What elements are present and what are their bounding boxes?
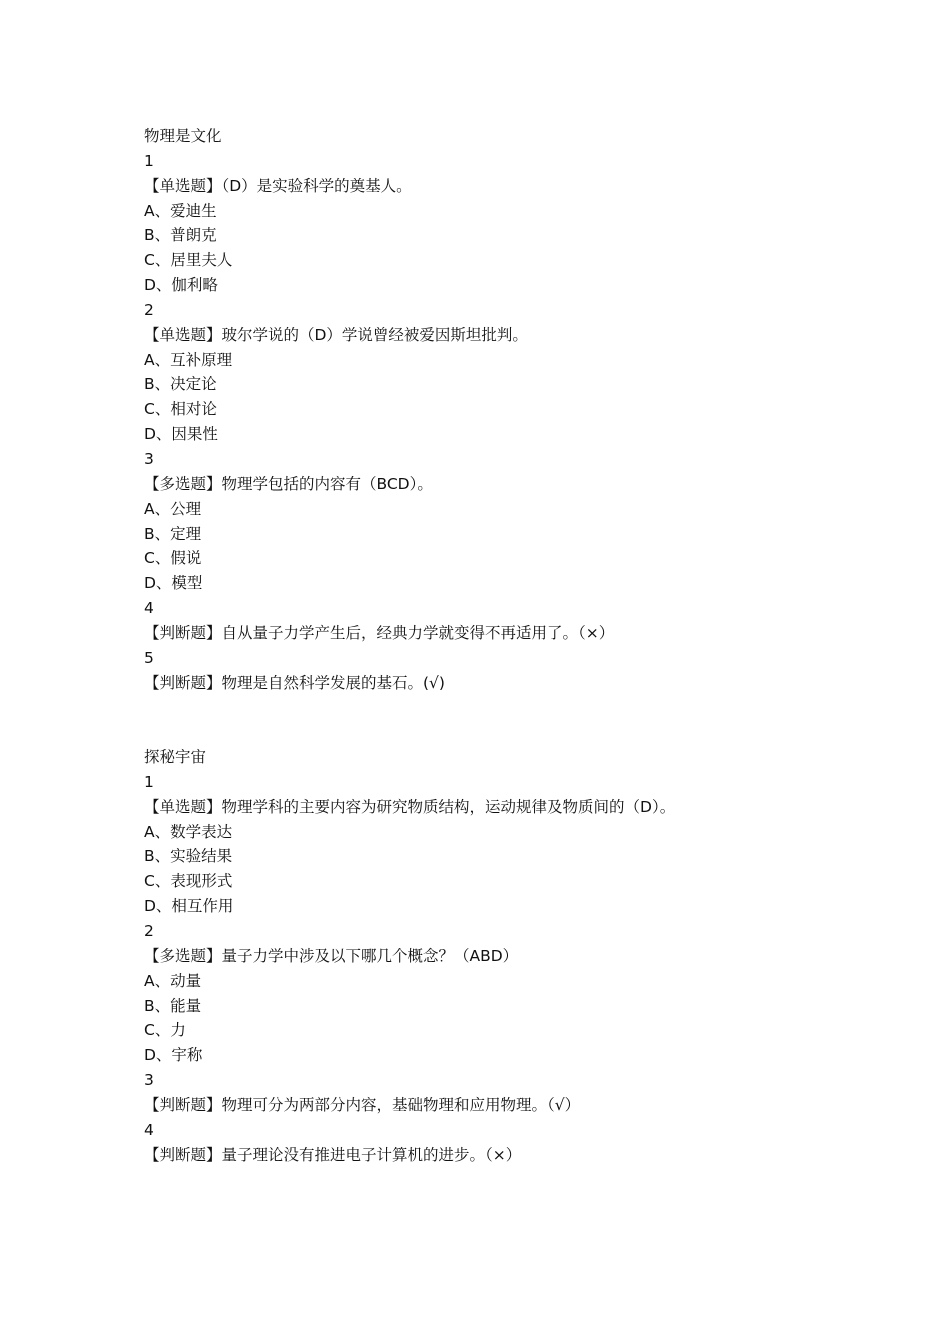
question-stem: 【判断题】量子理论没有推进电子计算机的进步。（×）: [144, 1145, 522, 1164]
option-b: B、普朗克: [144, 226, 217, 245]
option-d: D、相互作用: [144, 897, 234, 916]
question-stem: 【判断题】物理可分为两部分内容，基础物理和应用物理。（√）: [144, 1095, 581, 1114]
question: [144, 1118, 904, 1168]
question-number: 5: [144, 648, 154, 667]
option-d: D、宇称: [144, 1046, 203, 1065]
question-stem: 【单选题】（D）是实验科学的奠基人。: [144, 176, 412, 195]
question: [144, 149, 904, 298]
question: [144, 770, 904, 919]
document-page: [144, 124, 904, 1167]
section-title: 探秘宇宙: [144, 748, 207, 767]
option-a: A、动量: [144, 971, 202, 990]
option-c: C、相对论: [144, 400, 217, 419]
question-number: 4: [144, 599, 154, 618]
option-b: B、决定论: [144, 375, 217, 394]
section-title: 物理是文化: [144, 127, 222, 145]
question: [144, 646, 904, 696]
question: [144, 1068, 904, 1118]
option-a: A、公理: [144, 499, 202, 518]
question-stem: 【判断题】物理是自然科学发展的基石。(√): [144, 673, 445, 692]
option-d: D、因果性: [144, 425, 218, 444]
option-d: D、模型: [144, 574, 203, 593]
question-number: 3: [144, 449, 154, 468]
option-a: A、数学表达: [144, 822, 233, 841]
option-b: B、定理: [144, 524, 202, 543]
section: [144, 745, 904, 1167]
option-d: D、伽利略: [144, 276, 218, 295]
question: [144, 919, 904, 1068]
option-c: C、力: [144, 1021, 186, 1040]
option-c: C、表现形式: [144, 872, 233, 891]
option-b: B、实验结果: [144, 847, 233, 866]
question: [144, 447, 904, 596]
option-a: A、互补原理: [144, 350, 233, 369]
question-number: 3: [144, 1071, 154, 1090]
question-stem: 【单选题】物理学科的主要内容为研究物质结构，运动规律及物质间的（D）。: [144, 797, 676, 816]
question-stem: 【单选题】玻尔学说的（D）学说曾经被爱因斯坦批判。: [144, 325, 528, 344]
question-number: 1: [144, 151, 154, 170]
section: [144, 124, 904, 695]
option-b: B、能量: [144, 996, 202, 1015]
question-stem: 【多选题】量子力学中涉及以下哪几个概念？（ABD）: [144, 946, 519, 965]
option-c: C、假说: [144, 549, 202, 568]
question-number: 1: [144, 772, 154, 791]
question: [144, 596, 904, 646]
question-stem: 【判断题】自从量子力学产生后，经典力学就变得不再适用了。（×）: [144, 623, 615, 642]
question-number: 2: [144, 922, 154, 940]
option-a: A、爱迪生: [144, 201, 217, 220]
question-number: 2: [144, 300, 154, 319]
section-spacer: [144, 695, 904, 745]
question: [144, 298, 904, 447]
option-c: C、居里夫人: [144, 251, 233, 270]
question-number: 4: [144, 1120, 154, 1139]
question-stem: 【多选题】物理学包括的内容有（BCD）。: [144, 474, 433, 493]
